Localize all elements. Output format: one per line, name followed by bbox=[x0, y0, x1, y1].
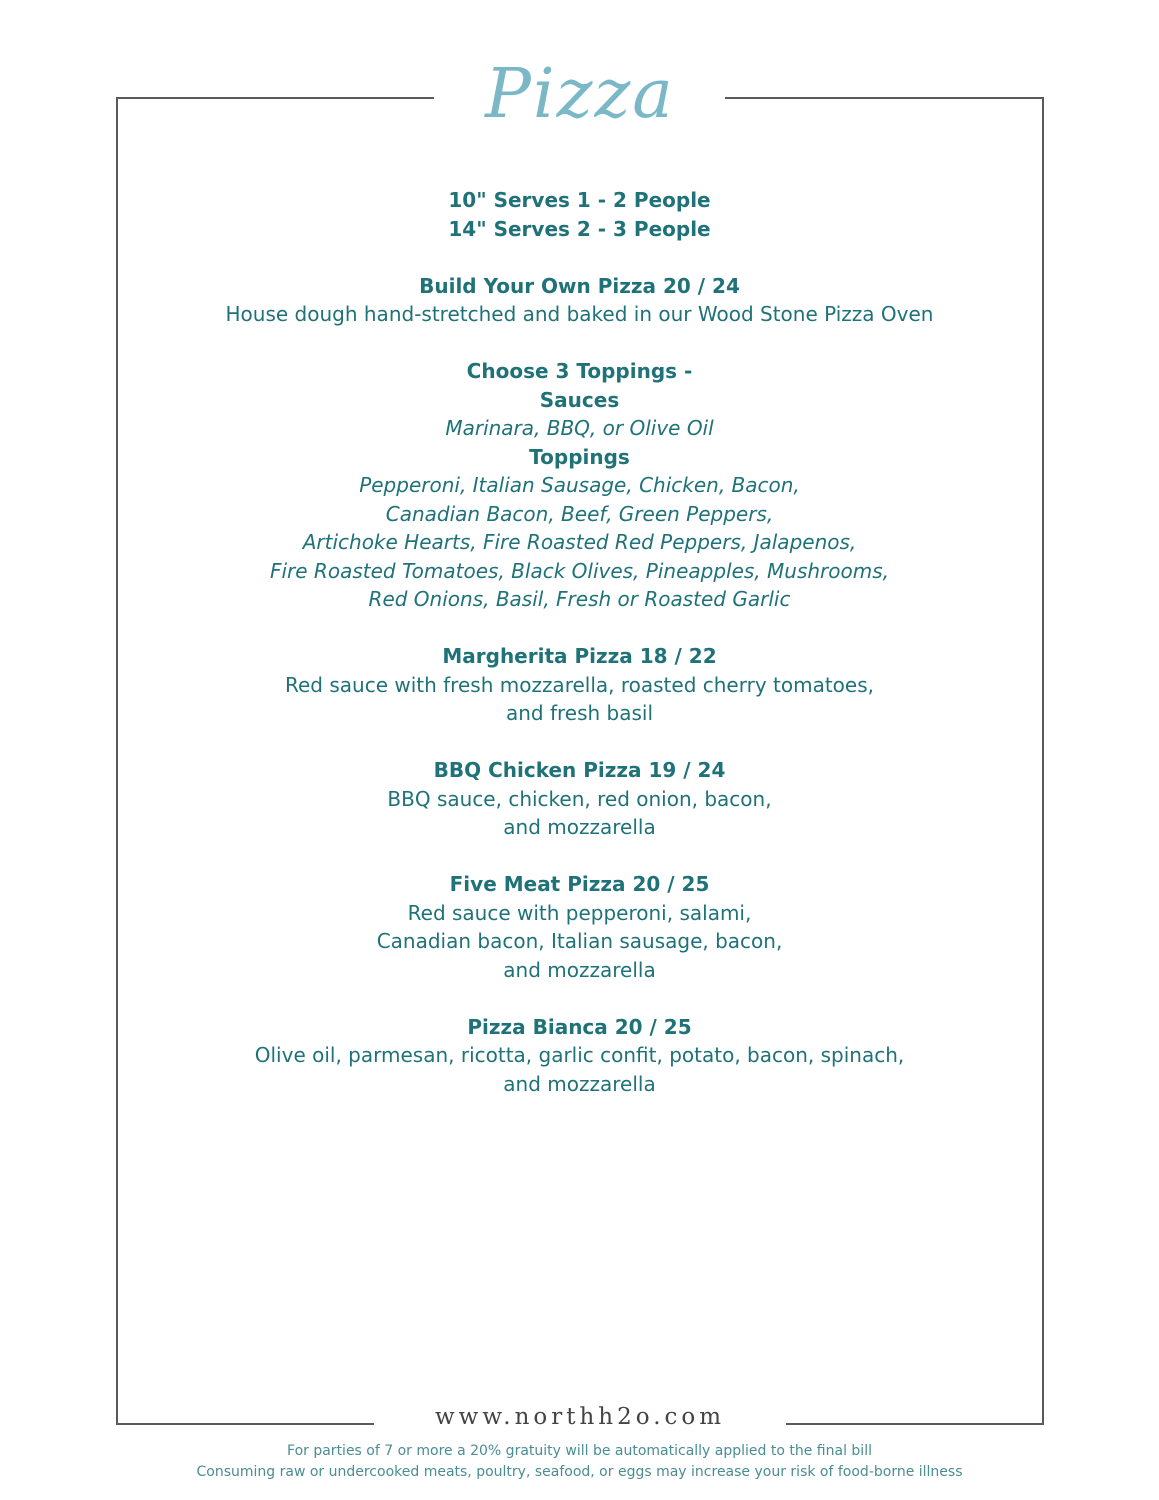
menu-item-heading: BBQ Chicken Pizza 19 / 24 bbox=[433, 758, 726, 782]
website-link[interactable]: www.northh2o.com bbox=[434, 1404, 726, 1430]
frame-bottom-right-line bbox=[786, 1423, 1044, 1425]
frame-right-line bbox=[1042, 97, 1044, 1424]
menu-item-description: Canadian bacon, Italian sausage, bacon, bbox=[376, 929, 783, 953]
toppings-label: Toppings bbox=[529, 444, 630, 469]
menu-content bbox=[130, 186, 1029, 1098]
build-your-own-description: House dough hand-stretched and baked in our Wood Stone Pizza Oven bbox=[225, 302, 934, 326]
build-your-own-heading: Build Your Own Pizza 20 / 24 bbox=[419, 273, 740, 298]
menu-item-description: and mozzarella bbox=[503, 957, 656, 982]
toppings-line: Red Onions, Basil, Fresh or Roasted Garlic bbox=[368, 587, 791, 611]
menu-item-description: Olive oil, parmesan, ricotta, garlic confit, potato, bacon, spinach, bbox=[254, 1043, 905, 1067]
food-safety-note: Consuming raw or undercooked meats, poultry, seafood, or eggs may increase your risk of food-borne illness bbox=[196, 1464, 963, 1480]
menu-item-description: and fresh basil bbox=[505, 701, 654, 725]
toppings-line: Fire Roasted Tomatoes, Black Olives, Pineapples, Mushrooms, bbox=[269, 558, 889, 583]
toppings-line: Pepperoni, Italian Sausage, Chicken, Bacon, bbox=[359, 473, 800, 497]
menu-item-description: BBQ sauce, chicken, red onion, bacon, bbox=[387, 786, 772, 811]
menu-item-heading: Pizza Bianca 20 / 25 bbox=[467, 1014, 692, 1039]
page-title: Pizza bbox=[485, 55, 675, 134]
size-line: 14" Serves 2 - 3 People bbox=[448, 216, 711, 241]
frame-bottom-left-line bbox=[116, 1423, 374, 1425]
sauces-label: Sauces bbox=[539, 387, 620, 412]
menu-item-description: and mozzarella bbox=[503, 1071, 656, 1096]
menu-item-description: Red sauce with pepperoni, salami, bbox=[407, 900, 752, 925]
frame-top-right-line bbox=[725, 97, 1043, 99]
menu-item-description: and mozzarella bbox=[503, 815, 656, 839]
frame-left-line bbox=[116, 97, 118, 1424]
frame-top-left-line bbox=[116, 97, 434, 99]
menu-item-heading: Five Meat Pizza 20 / 25 bbox=[449, 872, 710, 896]
menu-item-heading: Margherita Pizza 18 / 22 bbox=[442, 644, 717, 668]
footer-notes bbox=[0, 1441, 1159, 1483]
gratuity-note: For parties of 7 or more a 20% gratuity will be automatically applied to the final bill bbox=[287, 1443, 872, 1459]
menu-item-description: Red sauce with fresh mozzarella, roasted cherry tomatoes, bbox=[284, 672, 874, 697]
choose-toppings-heading: Choose 3 Toppings - bbox=[466, 359, 693, 383]
toppings-line: Canadian Bacon, Beef, Green Peppers, bbox=[385, 501, 774, 526]
toppings-line: Artichoke Hearts, Fire Roasted Red Peppers, Jalapenos, bbox=[302, 530, 857, 554]
size-line: 10" Serves 1 - 2 People bbox=[448, 188, 711, 212]
sauces-list: Marinara, BBQ, or Olive Oil bbox=[445, 416, 714, 440]
